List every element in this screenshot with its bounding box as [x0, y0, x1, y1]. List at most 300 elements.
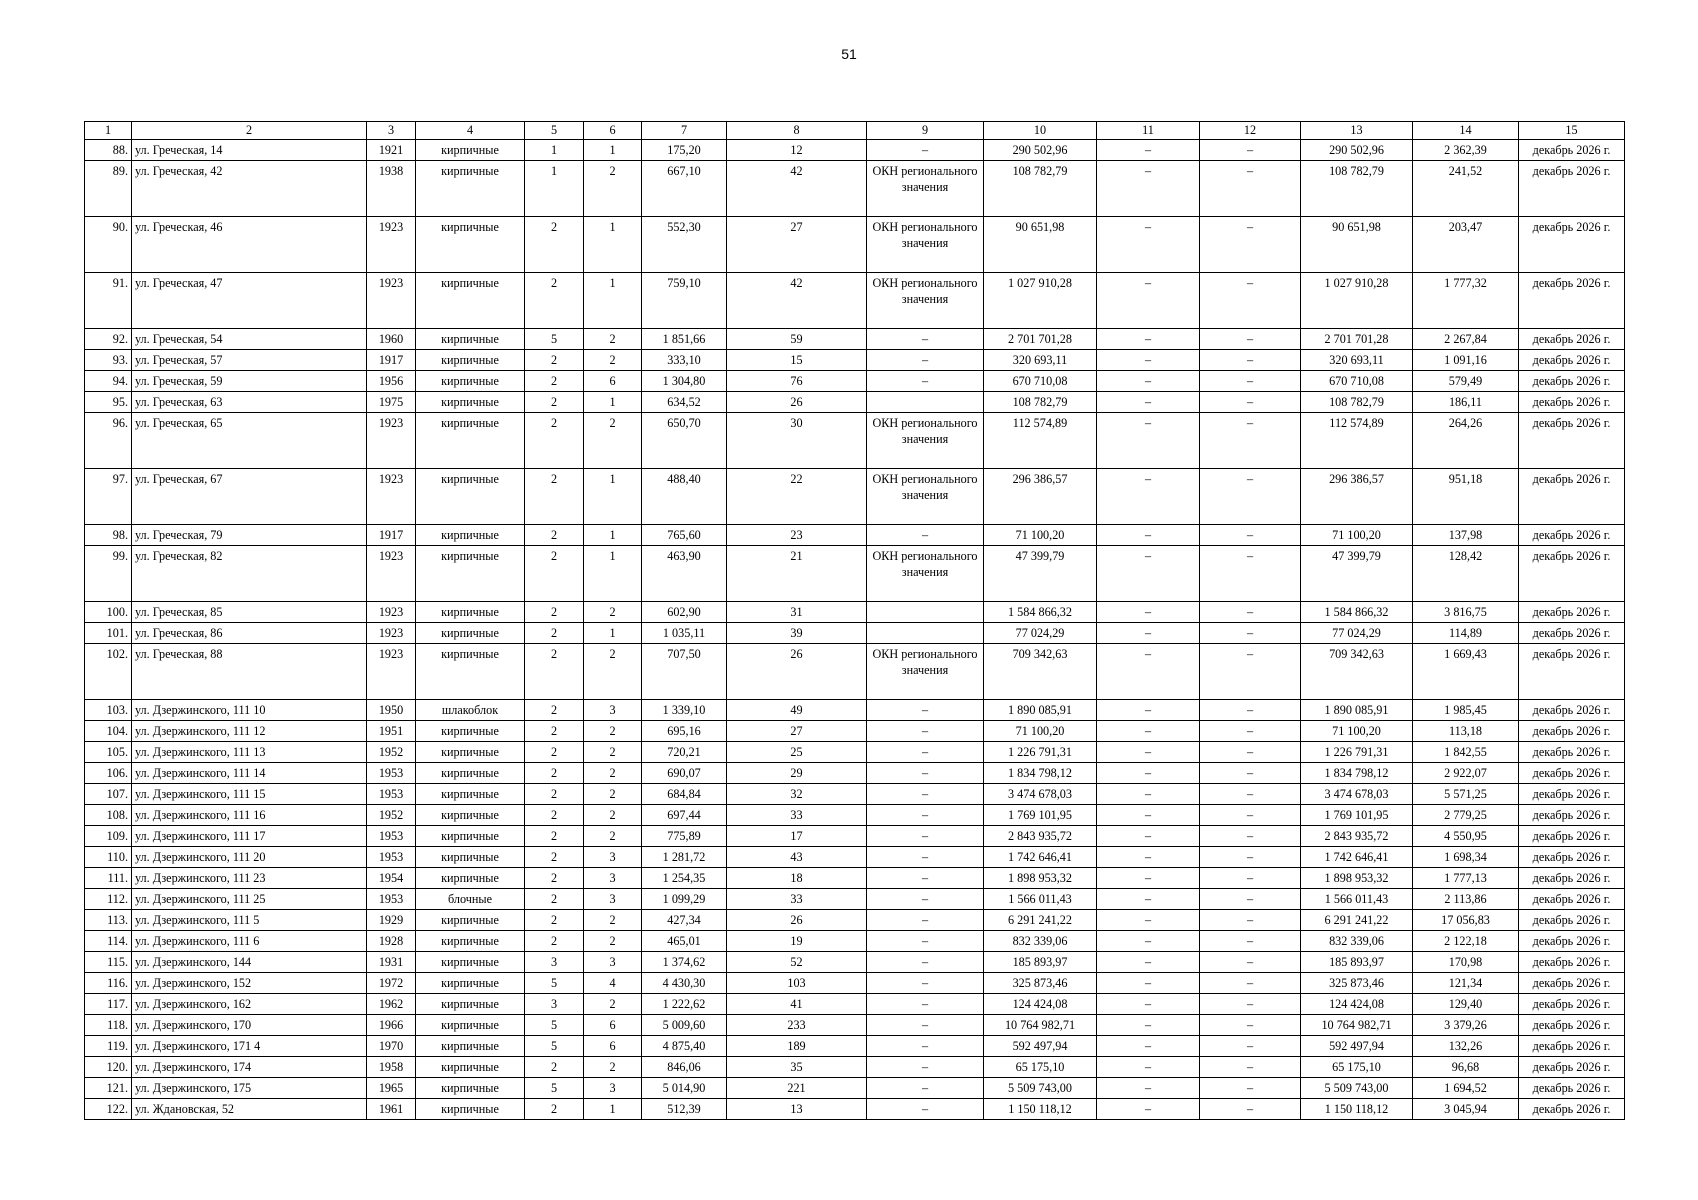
- cell-col-14: 241,52: [1413, 161, 1519, 217]
- cell-col-3: 1953: [367, 784, 416, 805]
- cell-col-2: ул. Греческая, 57: [132, 350, 367, 371]
- cell-col-9: –: [867, 763, 984, 784]
- cell-col-15: декабрь 2026 г.: [1519, 525, 1625, 546]
- cell-col-9: –: [867, 952, 984, 973]
- cell-col-8: 59: [727, 329, 867, 350]
- cell-col-10: 112 574,89: [984, 413, 1097, 469]
- cell-col-7: 512,39: [642, 1099, 727, 1120]
- cell-col-12: –: [1200, 140, 1301, 161]
- column-header-13: 13: [1301, 122, 1413, 140]
- table-row: [85, 469, 1625, 525]
- cell-col-14: 113,18: [1413, 721, 1519, 742]
- cell-col-13: 5 509 743,00: [1301, 1078, 1413, 1099]
- cell-col-6: 3: [584, 700, 642, 721]
- cell-col-3: 1923: [367, 469, 416, 525]
- cell-col-15: декабрь 2026 г.: [1519, 546, 1625, 602]
- cell-col-4: кирпичные: [416, 805, 525, 826]
- cell-col-13: 185 893,97: [1301, 952, 1413, 973]
- table-row: [85, 910, 1625, 931]
- cell-col-14: 203,47: [1413, 217, 1519, 273]
- cell-col-14: 3 045,94: [1413, 1099, 1519, 1120]
- cell-col-3: 1923: [367, 623, 416, 644]
- cell-col-14: 1 091,16: [1413, 350, 1519, 371]
- cell-col-5: 3: [525, 952, 584, 973]
- cell-col-13: 832 339,06: [1301, 931, 1413, 952]
- cell-col-14: 1 669,43: [1413, 644, 1519, 700]
- cell-col-7: 775,89: [642, 826, 727, 847]
- cell-col-3: 1951: [367, 721, 416, 742]
- cell-col-5: 2: [525, 546, 584, 602]
- cell-col-7: 846,06: [642, 1057, 727, 1078]
- cell-col-5: 2: [525, 1099, 584, 1120]
- cell-col-14: 2 362,39: [1413, 140, 1519, 161]
- table-row: [85, 329, 1625, 350]
- table-row: [85, 994, 1625, 1015]
- cell-col-12: –: [1200, 973, 1301, 994]
- cell-col-7: 707,50: [642, 644, 727, 700]
- cell-col-11: –: [1097, 217, 1200, 273]
- cell-col-5: 2: [525, 763, 584, 784]
- cell-col-12: –: [1200, 931, 1301, 952]
- cell-col-7: 720,21: [642, 742, 727, 763]
- cell-col-3: 1965: [367, 1078, 416, 1099]
- cell-col-15: декабрь 2026 г.: [1519, 350, 1625, 371]
- cell-col-10: 47 399,79: [984, 546, 1097, 602]
- cell-col-15: декабрь 2026 г.: [1519, 847, 1625, 868]
- cell-col-6: 1: [584, 392, 642, 413]
- cell-col-2: ул. Греческая, 59: [132, 371, 367, 392]
- cell-col-4: кирпичные: [416, 350, 525, 371]
- cell-col-11: –: [1097, 868, 1200, 889]
- cell-col-5: 2: [525, 392, 584, 413]
- cell-col-9: [867, 623, 984, 644]
- cell-col-13: 2 843 935,72: [1301, 826, 1413, 847]
- cell-col-15: декабрь 2026 г.: [1519, 1078, 1625, 1099]
- cell-col-14: 129,40: [1413, 994, 1519, 1015]
- cell-col-5: 5: [525, 1078, 584, 1099]
- cell-col-4: кирпичные: [416, 1015, 525, 1036]
- cell-col-8: 17: [727, 826, 867, 847]
- cell-col-6: 3: [584, 847, 642, 868]
- cell-col-12: –: [1200, 644, 1301, 700]
- cell-col-8: 49: [727, 700, 867, 721]
- cell-col-6: 3: [584, 952, 642, 973]
- cell-col-6: 2: [584, 826, 642, 847]
- cell-col-6: 2: [584, 413, 642, 469]
- cell-col-9: ОКН регионального значения: [867, 469, 984, 525]
- cell-col-2: ул. Дзержинского, 171 4: [132, 1036, 367, 1057]
- cell-col-4: кирпичные: [416, 525, 525, 546]
- cell-col-1: 95.: [85, 392, 132, 413]
- cell-col-9: ОКН регионального значения: [867, 546, 984, 602]
- cell-col-4: кирпичные: [416, 1036, 525, 1057]
- cell-col-1: 97.: [85, 469, 132, 525]
- cell-col-2: ул. Ждановская, 52: [132, 1099, 367, 1120]
- cell-col-8: 42: [727, 161, 867, 217]
- cell-col-14: 579,49: [1413, 371, 1519, 392]
- cell-col-3: 1938: [367, 161, 416, 217]
- cell-col-12: –: [1200, 763, 1301, 784]
- cell-col-9: ОКН регионального значения: [867, 413, 984, 469]
- cell-col-11: –: [1097, 952, 1200, 973]
- cell-col-15: декабрь 2026 г.: [1519, 868, 1625, 889]
- cell-col-13: 1 150 118,12: [1301, 1099, 1413, 1120]
- cell-col-11: –: [1097, 161, 1200, 217]
- cell-col-1: 115.: [85, 952, 132, 973]
- table-row: [85, 868, 1625, 889]
- cell-col-4: кирпичные: [416, 1057, 525, 1078]
- cell-col-8: 233: [727, 1015, 867, 1036]
- cell-col-12: –: [1200, 371, 1301, 392]
- cell-col-9: –: [867, 1099, 984, 1120]
- cell-col-9: –: [867, 1078, 984, 1099]
- cell-col-1: 100.: [85, 602, 132, 623]
- table-row: [85, 931, 1625, 952]
- cell-col-1: 91.: [85, 273, 132, 329]
- column-header-3: 3: [367, 122, 416, 140]
- cell-col-5: 3: [525, 994, 584, 1015]
- cell-col-12: –: [1200, 1078, 1301, 1099]
- cell-col-13: 71 100,20: [1301, 525, 1413, 546]
- cell-col-3: 1953: [367, 763, 416, 784]
- cell-col-14: 5 571,25: [1413, 784, 1519, 805]
- cell-col-10: 10 764 982,71: [984, 1015, 1097, 1036]
- cell-col-11: –: [1097, 525, 1200, 546]
- cell-col-10: 1 769 101,95: [984, 805, 1097, 826]
- cell-col-3: 1923: [367, 644, 416, 700]
- table-row: [85, 217, 1625, 273]
- cell-col-11: –: [1097, 413, 1200, 469]
- cell-col-6: 1: [584, 525, 642, 546]
- cell-col-10: 592 497,94: [984, 1036, 1097, 1057]
- cell-col-12: –: [1200, 273, 1301, 329]
- cell-col-7: 465,01: [642, 931, 727, 952]
- cell-col-13: 592 497,94: [1301, 1036, 1413, 1057]
- cell-col-11: –: [1097, 910, 1200, 931]
- cell-col-6: 2: [584, 784, 642, 805]
- cell-col-4: кирпичные: [416, 952, 525, 973]
- cell-col-8: 27: [727, 217, 867, 273]
- cell-col-14: 17 056,83: [1413, 910, 1519, 931]
- table-row: [85, 273, 1625, 329]
- cell-col-2: ул. Греческая, 82: [132, 546, 367, 602]
- cell-col-4: кирпичные: [416, 910, 525, 931]
- cell-col-8: 15: [727, 350, 867, 371]
- cell-col-8: 33: [727, 889, 867, 910]
- cell-col-12: –: [1200, 623, 1301, 644]
- cell-col-8: 221: [727, 1078, 867, 1099]
- cell-col-14: 2 922,07: [1413, 763, 1519, 784]
- cell-col-9: –: [867, 742, 984, 763]
- cell-col-7: 488,40: [642, 469, 727, 525]
- cell-col-15: декабрь 2026 г.: [1519, 721, 1625, 742]
- cell-col-4: кирпичные: [416, 994, 525, 1015]
- cell-col-7: 1 374,62: [642, 952, 727, 973]
- cell-col-12: –: [1200, 721, 1301, 742]
- cell-col-5: 5: [525, 1015, 584, 1036]
- cell-col-11: –: [1097, 392, 1200, 413]
- cell-col-9: ОКН регионального значения: [867, 273, 984, 329]
- cell-col-3: 1954: [367, 868, 416, 889]
- cell-col-3: 1917: [367, 525, 416, 546]
- cell-col-3: 1923: [367, 273, 416, 329]
- cell-col-5: 5: [525, 1036, 584, 1057]
- cell-col-11: –: [1097, 889, 1200, 910]
- cell-col-4: кирпичные: [416, 161, 525, 217]
- cell-col-3: 1931: [367, 952, 416, 973]
- cell-col-7: 765,60: [642, 525, 727, 546]
- column-header-10: 10: [984, 122, 1097, 140]
- cell-col-6: 4: [584, 973, 642, 994]
- cell-col-2: ул. Дзержинского, 111 15: [132, 784, 367, 805]
- cell-col-10: 2 701 701,28: [984, 329, 1097, 350]
- cell-col-2: ул. Греческая, 67: [132, 469, 367, 525]
- cell-col-10: 65 175,10: [984, 1057, 1097, 1078]
- cell-col-9: ОКН регионального значения: [867, 644, 984, 700]
- cell-col-1: 110.: [85, 847, 132, 868]
- cell-col-2: ул. Греческая, 63: [132, 392, 367, 413]
- cell-col-12: –: [1200, 1099, 1301, 1120]
- cell-col-1: 104.: [85, 721, 132, 742]
- cell-col-14: 2 113,86: [1413, 889, 1519, 910]
- cell-col-6: 3: [584, 1078, 642, 1099]
- cell-col-2: ул. Дзержинского, 111 17: [132, 826, 367, 847]
- cell-col-12: –: [1200, 847, 1301, 868]
- cell-col-9: –: [867, 350, 984, 371]
- cell-col-10: 296 386,57: [984, 469, 1097, 525]
- cell-col-14: 2 122,18: [1413, 931, 1519, 952]
- cell-col-4: кирпичные: [416, 546, 525, 602]
- cell-col-5: 2: [525, 350, 584, 371]
- cell-col-10: 108 782,79: [984, 392, 1097, 413]
- cell-col-7: 650,70: [642, 413, 727, 469]
- cell-col-11: –: [1097, 1015, 1200, 1036]
- cell-col-13: 2 701 701,28: [1301, 329, 1413, 350]
- cell-col-9: –: [867, 973, 984, 994]
- cell-col-11: –: [1097, 742, 1200, 763]
- cell-col-7: 4 875,40: [642, 1036, 727, 1057]
- cell-col-11: –: [1097, 973, 1200, 994]
- cell-col-12: –: [1200, 161, 1301, 217]
- cell-col-3: 1928: [367, 931, 416, 952]
- table-row: [85, 623, 1625, 644]
- cell-col-15: декабрь 2026 г.: [1519, 602, 1625, 623]
- cell-col-3: 1953: [367, 847, 416, 868]
- cell-col-5: 2: [525, 826, 584, 847]
- cell-col-6: 2: [584, 910, 642, 931]
- cell-col-1: 111.: [85, 868, 132, 889]
- cell-col-1: 117.: [85, 994, 132, 1015]
- cell-col-7: 552,30: [642, 217, 727, 273]
- cell-col-15: декабрь 2026 г.: [1519, 217, 1625, 273]
- column-header-14: 14: [1413, 122, 1519, 140]
- cell-col-12: –: [1200, 350, 1301, 371]
- cell-col-1: 121.: [85, 1078, 132, 1099]
- cell-col-8: 42: [727, 273, 867, 329]
- table-row: [85, 392, 1625, 413]
- cell-col-10: 1 898 953,32: [984, 868, 1097, 889]
- cell-col-10: 1 584 866,32: [984, 602, 1097, 623]
- cell-col-7: 1 254,35: [642, 868, 727, 889]
- cell-col-8: 39: [727, 623, 867, 644]
- cell-col-11: –: [1097, 805, 1200, 826]
- column-header-7: 7: [642, 122, 727, 140]
- cell-col-8: 29: [727, 763, 867, 784]
- cell-col-13: 6 291 241,22: [1301, 910, 1413, 931]
- cell-col-4: кирпичные: [416, 1099, 525, 1120]
- cell-col-9: –: [867, 371, 984, 392]
- cell-col-5: 2: [525, 602, 584, 623]
- table-row: [85, 826, 1625, 847]
- cell-col-15: декабрь 2026 г.: [1519, 805, 1625, 826]
- cell-col-11: –: [1097, 721, 1200, 742]
- cell-col-15: декабрь 2026 г.: [1519, 644, 1625, 700]
- table-row: [85, 161, 1625, 217]
- cell-col-11: –: [1097, 700, 1200, 721]
- cell-col-9: –: [867, 826, 984, 847]
- cell-col-15: декабрь 2026 г.: [1519, 700, 1625, 721]
- cell-col-13: 1 584 866,32: [1301, 602, 1413, 623]
- cell-col-15: декабрь 2026 г.: [1519, 931, 1625, 952]
- cell-col-10: 1 566 011,43: [984, 889, 1097, 910]
- cell-col-5: 1: [525, 140, 584, 161]
- cell-col-2: ул. Греческая, 79: [132, 525, 367, 546]
- cell-col-9: –: [867, 784, 984, 805]
- cell-col-2: ул. Дзержинского, 174: [132, 1057, 367, 1078]
- cell-col-3: 1958: [367, 1057, 416, 1078]
- cell-col-14: 96,68: [1413, 1057, 1519, 1078]
- cell-col-11: –: [1097, 602, 1200, 623]
- cell-col-14: 132,26: [1413, 1036, 1519, 1057]
- cell-col-5: 2: [525, 623, 584, 644]
- cell-col-1: 103.: [85, 700, 132, 721]
- cell-col-6: 1: [584, 217, 642, 273]
- cell-col-6: 3: [584, 868, 642, 889]
- cell-col-5: 2: [525, 273, 584, 329]
- cell-col-2: ул. Греческая, 86: [132, 623, 367, 644]
- cell-col-12: –: [1200, 525, 1301, 546]
- cell-col-1: 106.: [85, 763, 132, 784]
- table-row: [85, 1015, 1625, 1036]
- cell-col-8: 21: [727, 546, 867, 602]
- cell-col-1: 107.: [85, 784, 132, 805]
- cell-col-9: [867, 602, 984, 623]
- cell-col-13: 71 100,20: [1301, 721, 1413, 742]
- cell-col-7: 463,90: [642, 546, 727, 602]
- cell-col-9: –: [867, 1036, 984, 1057]
- cell-col-11: –: [1097, 546, 1200, 602]
- cell-col-8: 52: [727, 952, 867, 973]
- cell-col-12: –: [1200, 392, 1301, 413]
- cell-col-3: 1923: [367, 602, 416, 623]
- cell-col-11: –: [1097, 469, 1200, 525]
- cell-col-11: –: [1097, 1057, 1200, 1078]
- cell-col-2: ул. Дзержинского, 111 6: [132, 931, 367, 952]
- cell-col-1: 119.: [85, 1036, 132, 1057]
- column-header-2: 2: [132, 122, 367, 140]
- cell-col-9: ОКН регионального значения: [867, 217, 984, 273]
- cell-col-1: 89.: [85, 161, 132, 217]
- cell-col-10: 2 843 935,72: [984, 826, 1097, 847]
- cell-col-9: –: [867, 721, 984, 742]
- cell-col-15: декабрь 2026 г.: [1519, 1057, 1625, 1078]
- cell-col-3: 1929: [367, 910, 416, 931]
- cell-col-5: 2: [525, 847, 584, 868]
- cell-col-9: –: [867, 910, 984, 931]
- cell-col-6: 2: [584, 994, 642, 1015]
- cell-col-8: 19: [727, 931, 867, 952]
- cell-col-12: –: [1200, 826, 1301, 847]
- cell-col-9: –: [867, 805, 984, 826]
- cell-col-4: блочные: [416, 889, 525, 910]
- cell-col-10: 1 834 798,12: [984, 763, 1097, 784]
- cell-col-7: 1 281,72: [642, 847, 727, 868]
- cell-col-3: 1953: [367, 826, 416, 847]
- cell-col-2: ул. Дзержинского, 111 14: [132, 763, 367, 784]
- cell-col-10: 71 100,20: [984, 525, 1097, 546]
- cell-col-9: –: [867, 868, 984, 889]
- cell-col-6: 1: [584, 623, 642, 644]
- table-row: [85, 1099, 1625, 1120]
- cell-col-5: 1: [525, 161, 584, 217]
- cell-col-5: 2: [525, 700, 584, 721]
- cell-col-7: 690,07: [642, 763, 727, 784]
- cell-col-15: декабрь 2026 г.: [1519, 952, 1625, 973]
- cell-col-12: –: [1200, 217, 1301, 273]
- cell-col-14: 128,42: [1413, 546, 1519, 602]
- cell-col-4: кирпичные: [416, 413, 525, 469]
- cell-col-6: 1: [584, 273, 642, 329]
- cell-col-13: 65 175,10: [1301, 1057, 1413, 1078]
- column-header-8: 8: [727, 122, 867, 140]
- cell-col-1: 112.: [85, 889, 132, 910]
- cell-col-11: –: [1097, 350, 1200, 371]
- cell-col-9: ОКН регионального значения: [867, 161, 984, 217]
- cell-col-7: 759,10: [642, 273, 727, 329]
- cell-col-6: 2: [584, 931, 642, 952]
- cell-col-8: 27: [727, 721, 867, 742]
- cell-col-12: –: [1200, 952, 1301, 973]
- cell-col-15: декабрь 2026 г.: [1519, 469, 1625, 525]
- cell-col-10: 6 291 241,22: [984, 910, 1097, 931]
- cell-col-14: 186,11: [1413, 392, 1519, 413]
- cell-col-1: 120.: [85, 1057, 132, 1078]
- cell-col-8: 12: [727, 140, 867, 161]
- cell-col-11: –: [1097, 847, 1200, 868]
- cell-col-10: 325 873,46: [984, 973, 1097, 994]
- cell-col-13: 320 693,11: [1301, 350, 1413, 371]
- cell-col-4: кирпичные: [416, 469, 525, 525]
- cell-col-13: 290 502,96: [1301, 140, 1413, 161]
- table-row: [85, 546, 1625, 602]
- cell-col-5: 2: [525, 910, 584, 931]
- cell-col-4: кирпичные: [416, 1078, 525, 1099]
- cell-col-14: 170,98: [1413, 952, 1519, 973]
- cell-col-13: 709 342,63: [1301, 644, 1413, 700]
- cell-col-1: 88.: [85, 140, 132, 161]
- cell-col-1: 96.: [85, 413, 132, 469]
- cell-col-2: ул. Дзержинского, 170: [132, 1015, 367, 1036]
- cell-col-1: 109.: [85, 826, 132, 847]
- cell-col-13: 3 474 678,03: [1301, 784, 1413, 805]
- cell-col-8: 41: [727, 994, 867, 1015]
- cell-col-15: декабрь 2026 г.: [1519, 329, 1625, 350]
- cell-col-12: –: [1200, 784, 1301, 805]
- cell-col-2: ул. Дзержинского, 111 23: [132, 868, 367, 889]
- cell-col-9: –: [867, 1057, 984, 1078]
- cell-col-5: 2: [525, 805, 584, 826]
- cell-col-15: декабрь 2026 г.: [1519, 273, 1625, 329]
